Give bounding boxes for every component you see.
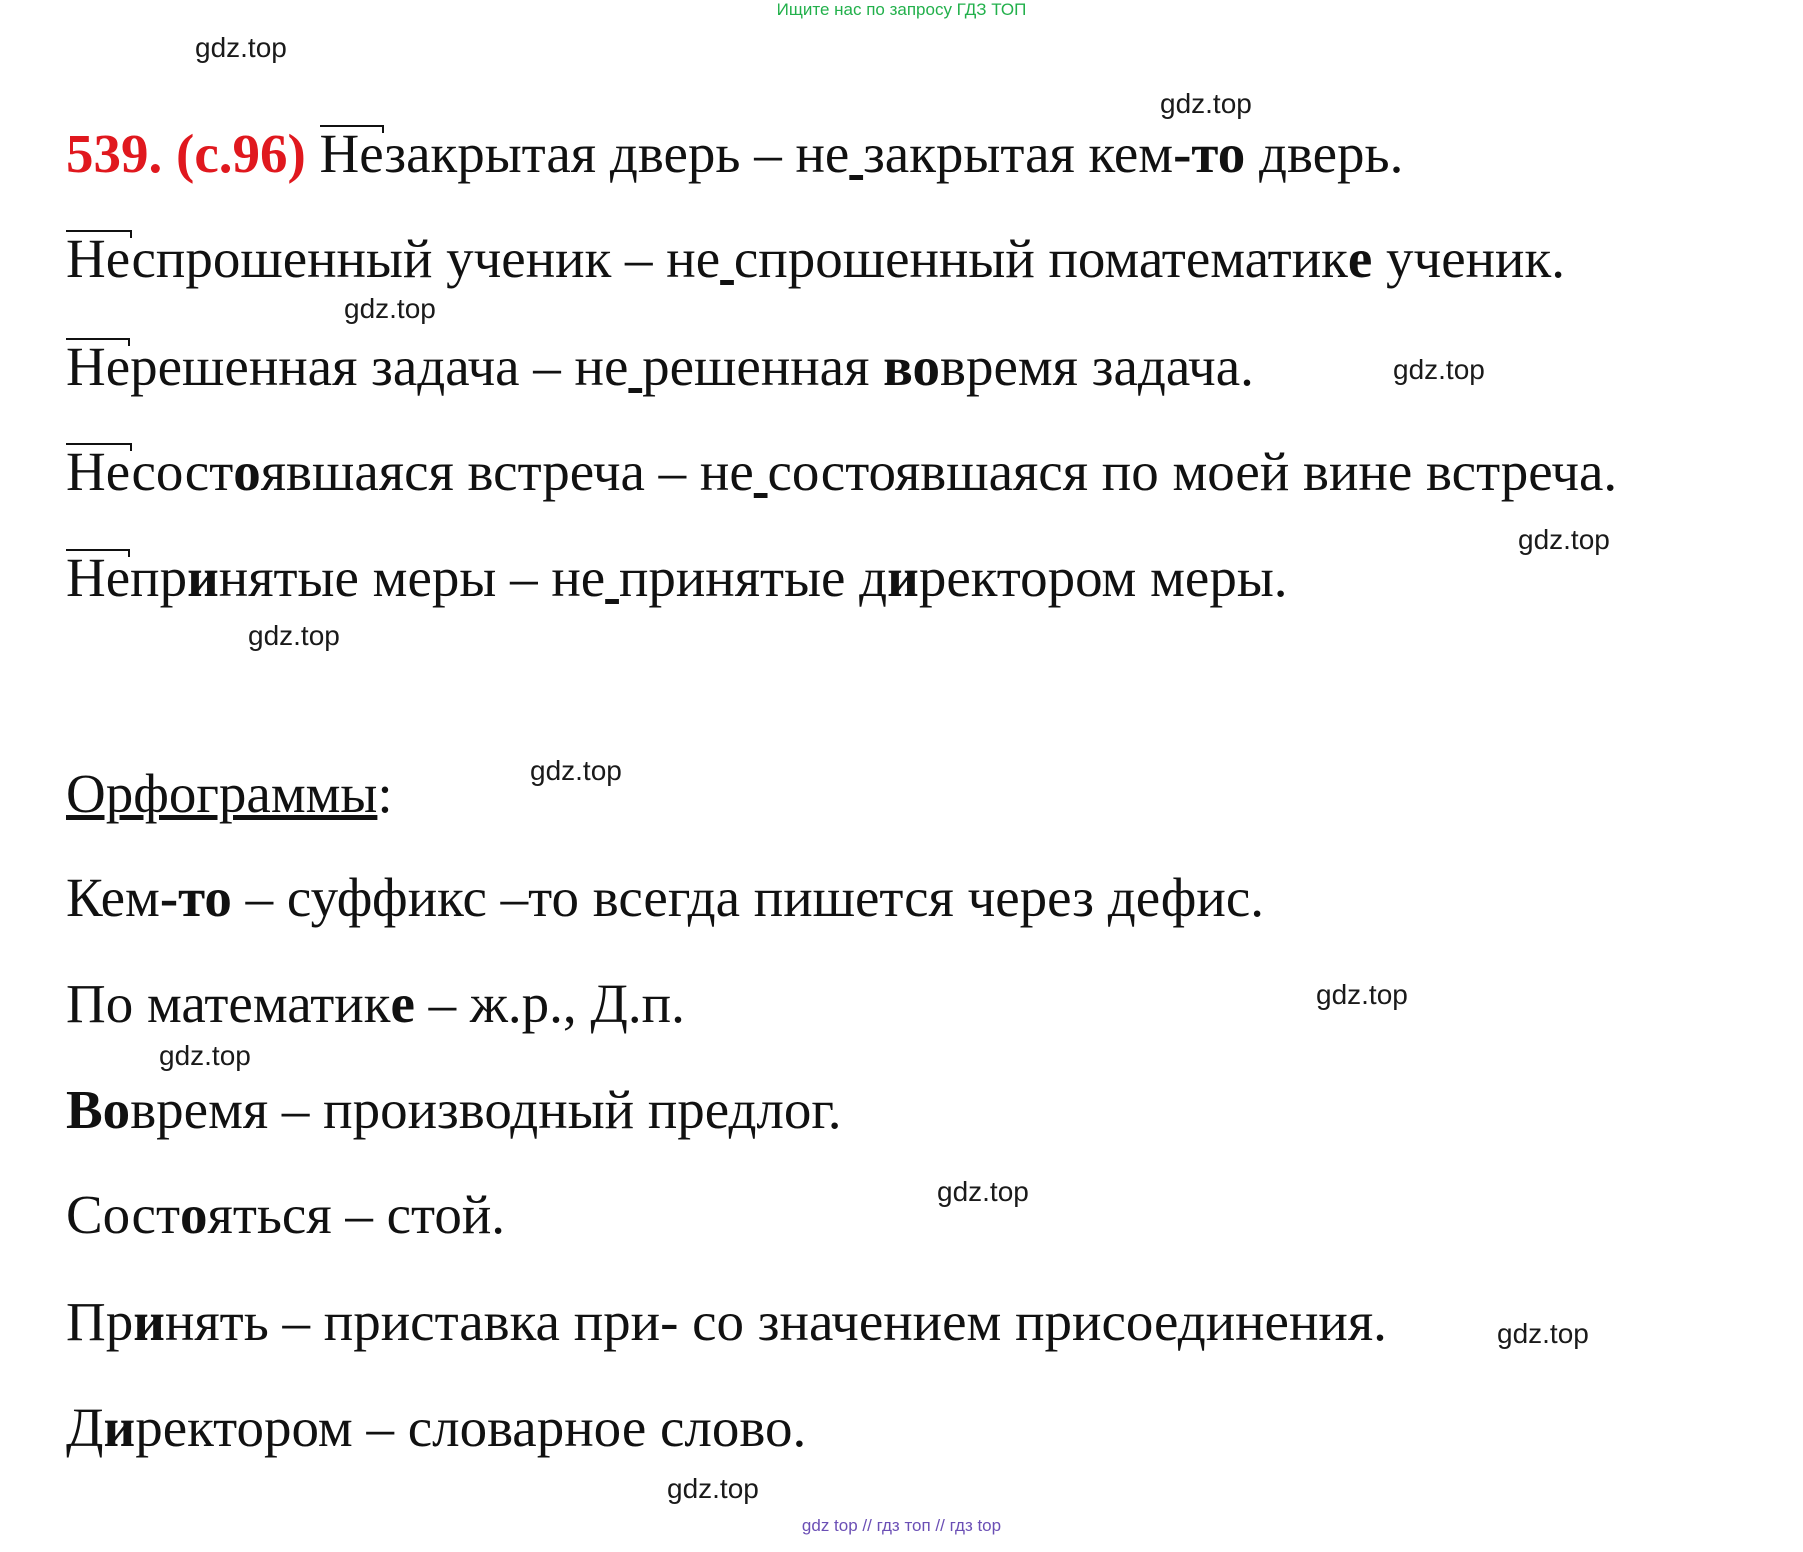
watermark: gdz.top: [530, 755, 622, 786]
rule-line: По математике – ж.р., Д.п.: [66, 973, 685, 1034]
prefix-mark: Не: [66, 336, 131, 397]
footer-links[interactable]: gdz top // гдз топ // гдз top: [801, 1516, 1002, 1535]
watermark: gdz.top: [159, 1040, 251, 1071]
exercise-line-2: Неспрошенный ученик – не спрошенный поматематике ученик.: [66, 228, 1565, 289]
watermark: gdz.top: [1497, 1318, 1589, 1349]
watermark: gdz.top: [1393, 354, 1485, 385]
watermark: gdz.top: [1316, 979, 1408, 1010]
exercise-line-4: Несостоявшаяся встреча – не состоявшаяся по моей вине встреча.: [66, 441, 1618, 502]
prefix-mark: Не: [66, 228, 132, 289]
rule-line: Кем-то – суффикс –то всегда пишется через дефис.: [66, 867, 1265, 928]
rule-line: Состояться – стой.: [66, 1184, 506, 1245]
watermark: gdz.top: [195, 32, 287, 63]
prefix-mark: Не: [66, 547, 131, 608]
watermark: gdz.top: [937, 1176, 1029, 1207]
rule-line: Вовремя – производный предлог.: [66, 1079, 842, 1140]
rule-line: Директором – словарное слово.: [66, 1397, 807, 1458]
watermark: gdz.top: [667, 1473, 759, 1504]
header-note: Ищите нас по запросу ГДЗ ТОП: [776, 0, 1027, 19]
rules-heading: Орфограммы:: [66, 763, 393, 824]
exercise-line-1: 539. (с.96) Незакрытая дверь – не закрытая кем-то дверь.: [66, 123, 1404, 184]
watermark: gdz.top: [248, 620, 340, 651]
watermark: gdz.top: [1160, 88, 1252, 119]
prefix-mark: Не: [319, 123, 385, 184]
exercise-line-5: Непринятые меры – не принятые директором меры.: [66, 547, 1288, 608]
exercise-line-3: Нерешенная задача – не решенная вовремя задача.: [66, 336, 1254, 397]
prefix-mark: Не: [66, 441, 132, 502]
exercise-number: 539. (с.96): [66, 123, 306, 184]
watermark: gdz.top: [344, 293, 436, 324]
rule-line: Принять – приставка при- со значением присоединения.: [66, 1291, 1387, 1352]
watermark: gdz.top: [1518, 524, 1610, 555]
